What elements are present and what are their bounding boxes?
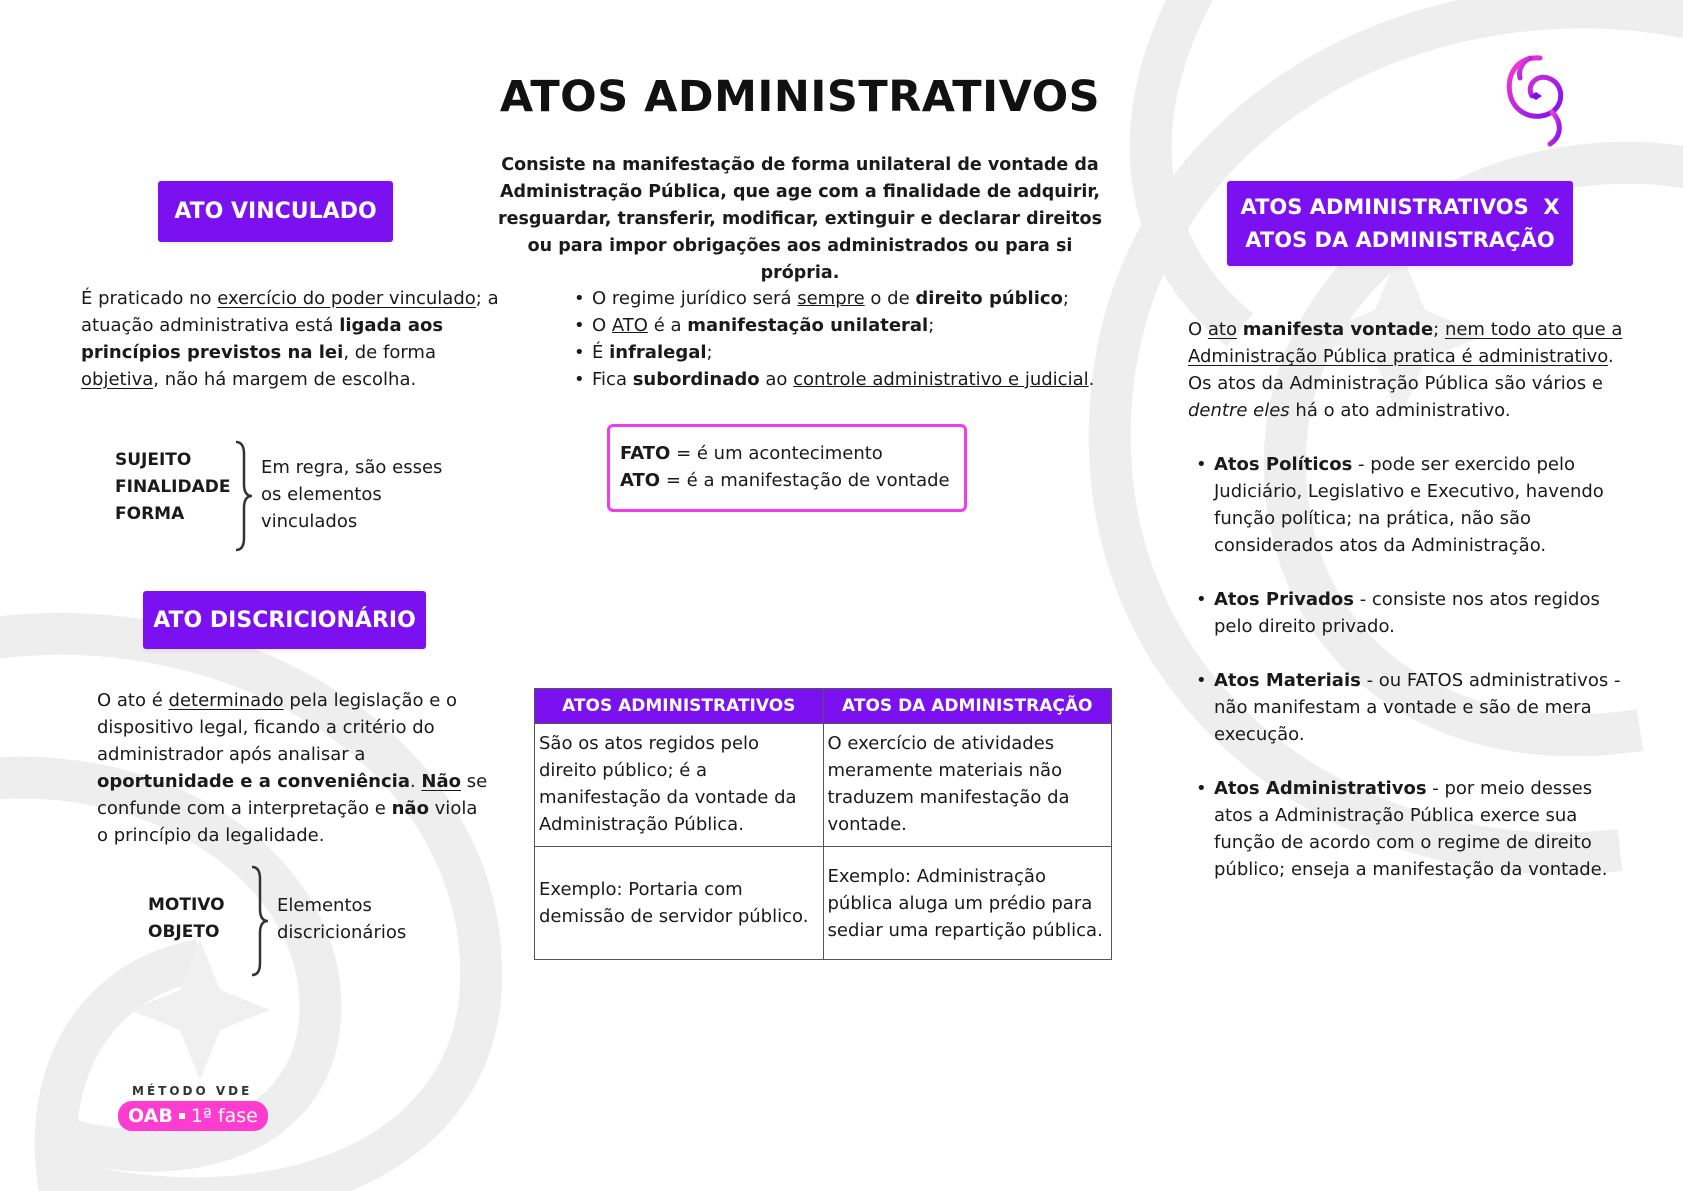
discricionario-paragraph (97, 687, 492, 849)
text-run: , de forma (343, 342, 436, 363)
underline-run: objetiva (81, 369, 154, 390)
text-run: - ou FATOS administrativos - não manifestam a vontade e são de mera execução. (1214, 670, 1621, 745)
fato-line (620, 440, 954, 467)
text-run: ; (1433, 319, 1445, 340)
table-row (535, 724, 1112, 847)
text-run: . (409, 771, 422, 792)
text-run: O (1188, 319, 1208, 340)
separator-dot (179, 1113, 185, 1119)
header-line: ATOS ADMINISTRATIVOS X (1240, 194, 1560, 219)
bold-run: manifesta vontade (1242, 319, 1434, 340)
ato-discricionario-header: ATO DISCRICIONÁRIO (143, 591, 426, 649)
text-run: se confunde com a interpretação e (97, 771, 488, 819)
underline-run: sempre (797, 288, 865, 309)
bold-run: Atos Políticos (1214, 454, 1353, 475)
text-run: é a (647, 315, 688, 336)
text-run: = é a manifestação de vontade (660, 470, 950, 491)
element-item: SUJEITO (115, 450, 192, 470)
brand-oab-pill (118, 1101, 268, 1131)
list-item (1190, 775, 1630, 883)
text-run: pela legislação e o dispositivo legal, ficando a critério do administrador após analisar a (97, 690, 458, 765)
text-run: É (592, 342, 610, 363)
curly-brace-icon (248, 865, 270, 977)
underline-run: ato (1207, 319, 1237, 340)
vinculado-elements-list (115, 447, 230, 528)
element-item: OBJETO (148, 922, 220, 942)
brand-method: MÉTODO VDE (132, 1084, 253, 1098)
bold-run: subordinado (632, 369, 760, 390)
text-run: - por meio desses atos a Administração Pública exerce sua função de acordo com o regime de direito público; enseja a manifestação da vontade. (1214, 778, 1608, 880)
table-cell: São os atos regidos pelo direito público; é a manifestação da vontade da Administração Pública. (535, 724, 824, 847)
comparison-table (534, 688, 1112, 960)
bold-run: manifestação unilateral (687, 315, 929, 336)
text-run: - pode ser exercido pelo Judiciário, Legislativo e Executivo, havendo função política; na prática, não são considerados atos da Administração. (1214, 454, 1604, 556)
table-row (535, 847, 1112, 960)
underline-run: ATO (611, 315, 648, 336)
italic-run: dentre eles (1188, 400, 1290, 421)
curly-brace-icon (232, 440, 254, 552)
list-item (1190, 586, 1630, 640)
brand-fase: 1ª fase (190, 1105, 258, 1127)
list-item (570, 339, 1110, 366)
list-item (570, 366, 1110, 393)
table-header-row (535, 689, 1112, 724)
bold-run: infralegal (609, 342, 707, 363)
text-run: ao (759, 369, 794, 390)
text-run: ; (706, 342, 713, 363)
underline-run: nem todo ato que a Administração Pública pratica é administrativo (1188, 319, 1623, 367)
header-line: ATOS DA ADMINISTRAÇÃO (1245, 227, 1555, 252)
table-cell: O exercício de atividades meramente materiais não traduzem manifestação da vontade. (823, 724, 1112, 847)
ato-vinculado-header: ATO VINCULADO (158, 181, 393, 242)
text-run: viola o princípio da legalidade. (97, 798, 478, 846)
brand-oab: OAB (128, 1105, 173, 1127)
bold-run: oportunidade e a conveniência (97, 771, 410, 792)
text-run: ; (1062, 288, 1069, 309)
column-header: ATOS ADMINISTRATIVOS (535, 689, 824, 724)
text-run: Fica (592, 369, 633, 390)
list-item (570, 312, 1110, 339)
atos-types-list (1190, 451, 1630, 910)
regime-bullet-list (570, 285, 1110, 393)
vinculado-elements-note: Em regra, são esses os elementos vinculados (261, 457, 443, 532)
right-intro-paragraph (1188, 316, 1628, 424)
underline-run: exercício do poder vinculado (217, 288, 476, 309)
intro-definition: Consiste na manifestação de forma unilateral de vontade da Administração Pública, que age com a finalidade de adquirir, resguardar, transferir, modificar, extinguir e declarar direitos ou para impor obrigações aos administrados ou para si própria. (497, 155, 1102, 283)
bold-run: FATO (620, 443, 671, 464)
table-cell: Exemplo: Portaria com demissão de servidor público. (535, 847, 824, 960)
text-run: ; (928, 315, 935, 336)
element-item: MOTIVO (148, 895, 225, 915)
text-run: há o ato administrativo. (1289, 400, 1511, 421)
text-run: . (1088, 369, 1095, 390)
spiral-eye-icon (1500, 52, 1580, 148)
bold-run: Atos Administrativos (1214, 778, 1427, 799)
element-item: FORMA (115, 504, 185, 524)
list-item (1190, 667, 1630, 748)
page-title: ATOS ADMINISTRATIVOS (499, 72, 1101, 122)
element-item: FINALIDADE (115, 477, 231, 497)
bold-run: direito público (915, 288, 1063, 309)
text-run: É praticado no (81, 288, 218, 309)
discricionario-elements-list (148, 892, 225, 946)
fato-ato-box (607, 424, 967, 512)
table-cell: Exemplo: Administração pública aluga um prédio para sediar uma repartição pública. (823, 847, 1112, 960)
bold-run: Atos Privados (1214, 589, 1354, 610)
underline-run: controle administrativo e judicial (793, 369, 1089, 390)
underline-run: determinado (168, 690, 284, 711)
list-item (570, 285, 1110, 312)
text-run: = é um acontecimento (670, 443, 883, 464)
bold-run: não (391, 798, 429, 819)
discricionario-elements-note: Elementos discricionários (277, 895, 407, 943)
atos-comparison-header (1227, 181, 1573, 266)
ato-line (620, 467, 954, 494)
vinculado-paragraph (81, 285, 511, 393)
text-run: . Os atos da Administração Pública são vários e (1188, 346, 1614, 394)
text-run: - consiste nos atos regidos pelo direito privado. (1214, 589, 1600, 637)
text-run: ; a atuação administrativa está (81, 288, 499, 336)
text-run: o de (864, 288, 916, 309)
text-run: , não há margem de escolha. (153, 369, 417, 390)
text-run: O regime jurídico será (592, 288, 798, 309)
list-item (1190, 451, 1630, 559)
bold-run: Atos Materiais (1214, 670, 1361, 691)
text-run: O (592, 315, 612, 336)
bold-underline-run: Não (421, 771, 461, 792)
bold-run: ligada aos princípios previstos na lei (81, 315, 444, 363)
brand-logo (118, 1084, 268, 1131)
bold-run: ATO (620, 470, 661, 491)
column-header: ATOS DA ADMINISTRAÇÃO (823, 689, 1112, 724)
text-run: O ato é (97, 690, 169, 711)
